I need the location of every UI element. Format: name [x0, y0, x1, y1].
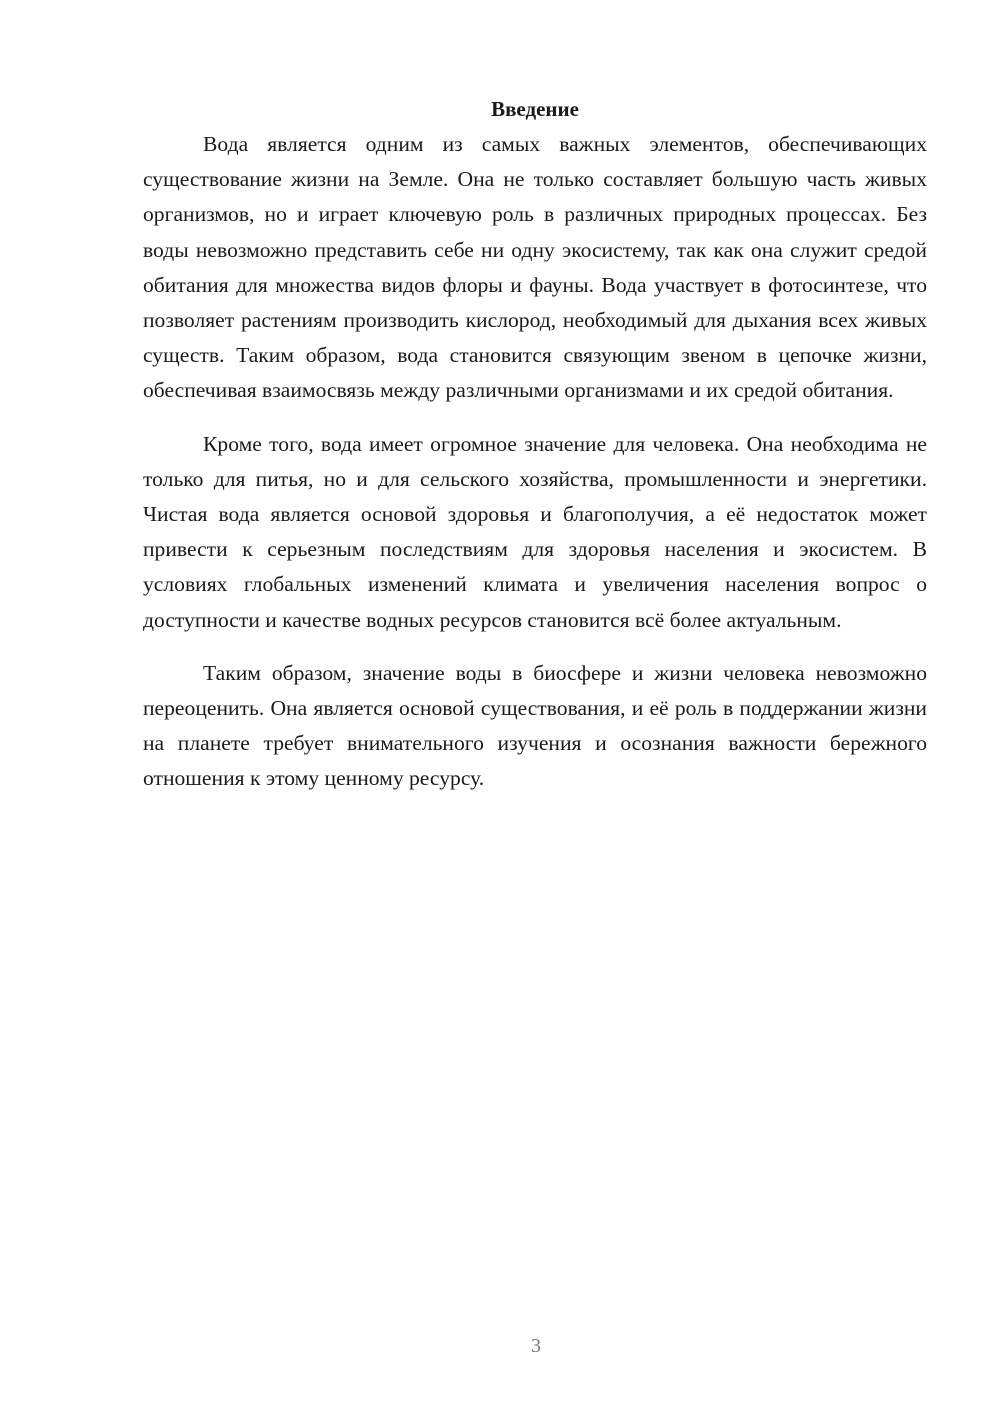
page-number: 3 [531, 1335, 541, 1357]
paragraph-3: Таким образом, значение воды в биосфере и жизни человека невозможно переоценить. Она является основой существования, и её роль в поддержании жизни на планете требует внимательного изучения и осознания важности бережного отношения к этому ценному ресурсу. [143, 660, 927, 791]
page-content [143, 92, 927, 797]
paragraph-2: Кроме того, вода имеет огромное значение для человека. Она необходима не только для питья, но и для сельского хозяйства, промышленности и энергетики. Чистая вода является основой здоровья и благополучия, а её недостаток может привести к серьезным последствиям для здоровья населения и экосистем. В условиях глобальных изменений климата и увеличения населения вопрос о доступности и качестве водных ресурсов становится всё более актуальным. [143, 431, 927, 632]
section-title: Введение [491, 97, 579, 121]
paragraph-1: Вода является одним из самых важных элементов, обеспечивающих существование жизни на Земле. Она не только составляет большую часть живых организмов, но и играет ключевую роль в различных природных процессах. Без воды невозможно представить себе ни одну экосистему, так как она служит средой обитания для множества видов флоры и фауны. Вода участвует в фотосинтезе, что позволяет растениям производить кислород, необходимый для дыхания всех живых существ. Таким образом, вода становится связующим звеном в цепочке жизни, обеспечивая взаимосвязь между различными организмами и их средой обитания. [143, 132, 927, 403]
